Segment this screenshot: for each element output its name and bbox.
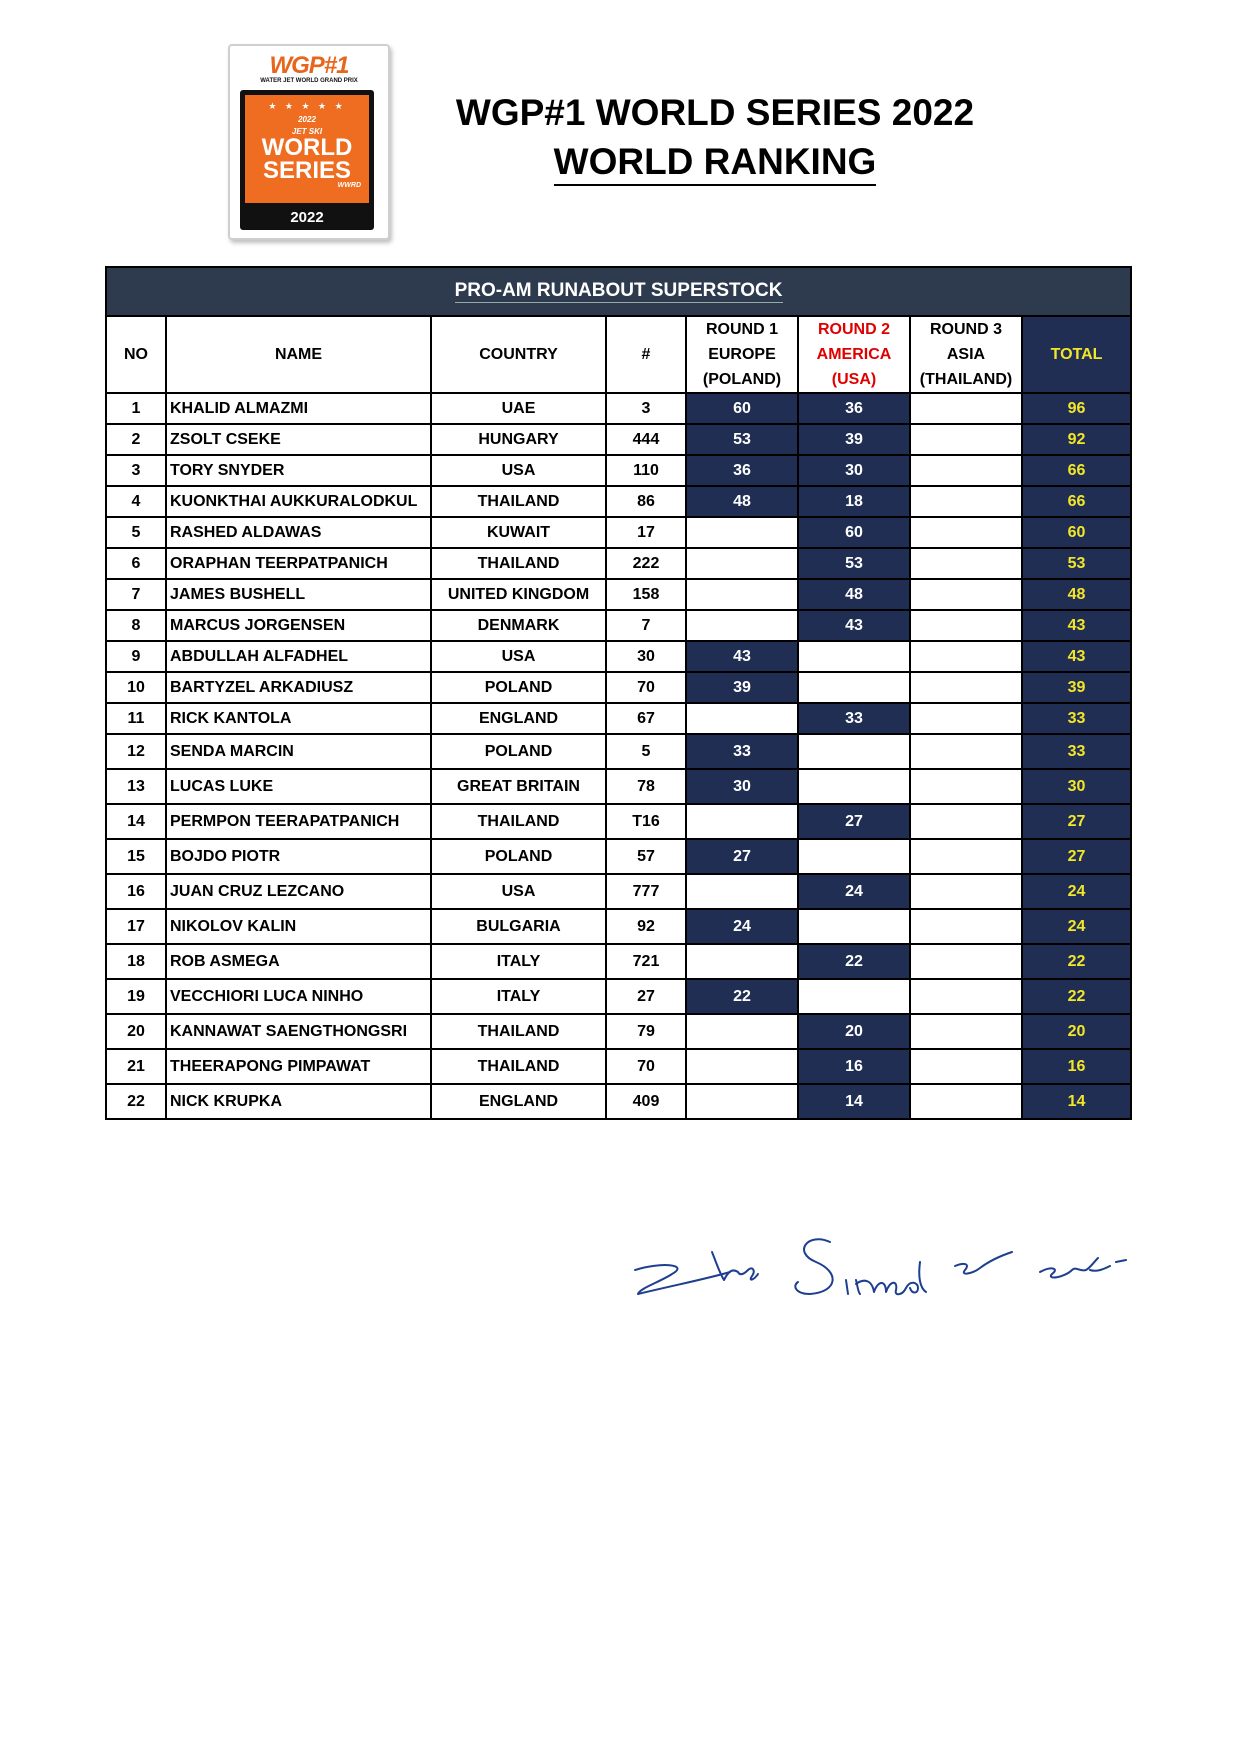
country-cell: THAILAND bbox=[431, 1014, 606, 1049]
round2-points-cell: 18 bbox=[798, 486, 910, 517]
total-points-cell: 33 bbox=[1022, 734, 1131, 769]
total-points-cell: 30 bbox=[1022, 769, 1131, 804]
round2-points-cell bbox=[798, 909, 910, 944]
rank-cell: 7 bbox=[106, 579, 166, 610]
table-row bbox=[106, 874, 1131, 909]
round1-points-cell bbox=[686, 703, 798, 734]
round2-points-cell bbox=[798, 641, 910, 672]
total-points-cell: 20 bbox=[1022, 1014, 1131, 1049]
rider-name-cell: ABDULLAH ALFADHEL bbox=[166, 641, 431, 672]
round3-points-cell bbox=[910, 1084, 1022, 1119]
round2-points-cell bbox=[798, 839, 910, 874]
round3-points-cell bbox=[910, 610, 1022, 641]
logo-brand: WGP#1 bbox=[269, 52, 349, 79]
round3-points-cell bbox=[910, 548, 1022, 579]
round3-points-cell bbox=[910, 517, 1022, 548]
rider-name-cell: BOJDO PIOTR bbox=[166, 839, 431, 874]
category-header bbox=[106, 267, 1131, 316]
logo-stars: ★ ★ ★ ★ ★ bbox=[268, 101, 346, 111]
round1-points-cell: 39 bbox=[686, 672, 798, 703]
rider-name-cell: MARCUS JORGENSEN bbox=[166, 610, 431, 641]
rider-name-cell: NIKOLOV KALIN bbox=[166, 909, 431, 944]
round2-points-cell bbox=[798, 769, 910, 804]
logo-line4: SERIES bbox=[262, 157, 352, 184]
rider-name-cell: ZSOLT CSEKE bbox=[166, 424, 431, 455]
rank-cell: 18 bbox=[106, 944, 166, 979]
total-points-cell: 24 bbox=[1022, 874, 1131, 909]
race-number-cell: 158 bbox=[606, 579, 686, 610]
logo-header bbox=[230, 52, 388, 84]
table-row bbox=[106, 979, 1131, 1014]
round3-points-cell bbox=[910, 672, 1022, 703]
signatures bbox=[620, 1222, 1140, 1312]
round1-points-cell: 33 bbox=[686, 734, 798, 769]
table-row bbox=[106, 909, 1131, 944]
col-round1-line3: (POLAND) bbox=[702, 371, 782, 388]
round2-points-cell: 60 bbox=[798, 517, 910, 548]
rank-cell: 14 bbox=[106, 804, 166, 839]
round2-points-cell: 22 bbox=[798, 944, 910, 979]
table-row bbox=[106, 734, 1131, 769]
rider-name-cell: SENDA MARCIN bbox=[166, 734, 431, 769]
round2-points-cell: 39 bbox=[798, 424, 910, 455]
rank-cell: 3 bbox=[106, 455, 166, 486]
race-number-cell: 444 bbox=[606, 424, 686, 455]
country-cell: THAILAND bbox=[431, 1049, 606, 1084]
title-line-2: WORLD RANKING bbox=[554, 140, 877, 186]
rider-name-cell: JUAN CRUZ LEZCANO bbox=[166, 874, 431, 909]
logo-line2: JET SKI bbox=[291, 127, 323, 136]
col-round2-line1: ROUND 2 bbox=[817, 321, 890, 338]
country-cell: ENGLAND bbox=[431, 703, 606, 734]
race-number-cell: 5 bbox=[606, 734, 686, 769]
total-points-cell: 66 bbox=[1022, 486, 1131, 517]
rank-cell: 1 bbox=[106, 393, 166, 424]
race-number-cell: 27 bbox=[606, 979, 686, 1014]
logo-mark: WWRD bbox=[337, 182, 361, 189]
round3-points-cell bbox=[910, 393, 1022, 424]
round1-points-cell bbox=[686, 548, 798, 579]
round1-points-cell: 36 bbox=[686, 455, 798, 486]
race-number-cell: 70 bbox=[606, 672, 686, 703]
table-row bbox=[106, 517, 1131, 548]
logo-line3: WORLD bbox=[261, 134, 353, 161]
rider-name-cell: KANNAWAT SAENGTHONGSRI bbox=[166, 1014, 431, 1049]
round2-points-cell bbox=[798, 979, 910, 1014]
rider-name-cell: NICK KRUPKA bbox=[166, 1084, 431, 1119]
logo-panel bbox=[240, 90, 374, 230]
round2-points-cell: 36 bbox=[798, 393, 910, 424]
table-row bbox=[106, 944, 1131, 979]
col-round2-line3: (USA) bbox=[831, 371, 877, 388]
round2-points-cell: 53 bbox=[798, 548, 910, 579]
country-cell: UNITED KINGDOM bbox=[431, 579, 606, 610]
table-row bbox=[106, 610, 1131, 641]
round1-points-cell: 43 bbox=[686, 641, 798, 672]
logo-year: 2022 bbox=[290, 209, 324, 226]
country-cell: THAILAND bbox=[431, 486, 606, 517]
round3-points-cell bbox=[910, 455, 1022, 486]
round2-points-cell: 30 bbox=[798, 455, 910, 486]
round1-points-cell: 60 bbox=[686, 393, 798, 424]
country-cell: ENGLAND bbox=[431, 1084, 606, 1119]
round3-points-cell bbox=[910, 703, 1022, 734]
round1-points-cell bbox=[686, 1084, 798, 1119]
round3-points-cell bbox=[910, 874, 1022, 909]
table-row bbox=[106, 1049, 1131, 1084]
round2-points-cell: 16 bbox=[798, 1049, 910, 1084]
race-number-cell: 3 bbox=[606, 393, 686, 424]
country-cell: POLAND bbox=[431, 672, 606, 703]
rider-name-cell: RASHED ALDAWAS bbox=[166, 517, 431, 548]
country-cell: GREAT BRITAIN bbox=[431, 769, 606, 804]
rank-cell: 8 bbox=[106, 610, 166, 641]
total-points-cell: 96 bbox=[1022, 393, 1131, 424]
col-round3 bbox=[910, 316, 1022, 393]
col-total: TOTAL bbox=[1022, 316, 1131, 393]
total-points-cell: 24 bbox=[1022, 909, 1131, 944]
rank-cell: 17 bbox=[106, 909, 166, 944]
race-number-cell: 409 bbox=[606, 1084, 686, 1119]
total-points-cell: 14 bbox=[1022, 1084, 1131, 1119]
total-points-cell: 22 bbox=[1022, 979, 1131, 1014]
rank-cell: 11 bbox=[106, 703, 166, 734]
round3-points-cell bbox=[910, 579, 1022, 610]
table-row bbox=[106, 393, 1131, 424]
round1-points-cell: 27 bbox=[686, 839, 798, 874]
signature-3 bbox=[955, 1252, 1012, 1274]
col-country: COUNTRY bbox=[431, 316, 606, 393]
col-round3-line3: (THAILAND) bbox=[919, 371, 1013, 388]
rider-name-cell: RICK KANTOLA bbox=[166, 703, 431, 734]
country-cell: KUWAIT bbox=[431, 517, 606, 548]
rider-name-cell: KUONKTHAI AUKKURALODKUL bbox=[166, 486, 431, 517]
table-row bbox=[106, 486, 1131, 517]
ranking-table bbox=[105, 266, 1132, 1120]
total-points-cell: 39 bbox=[1022, 672, 1131, 703]
col-round3-line1: ROUND 3 bbox=[929, 321, 1002, 338]
race-number-cell: 70 bbox=[606, 1049, 686, 1084]
col-round2-line2: AMERICA bbox=[816, 346, 892, 363]
column-header-row bbox=[106, 316, 1131, 393]
rank-cell: 13 bbox=[106, 769, 166, 804]
rank-cell: 15 bbox=[106, 839, 166, 874]
signature-1 bbox=[635, 1252, 758, 1294]
rank-cell: 6 bbox=[106, 548, 166, 579]
rider-name-cell: LUCAS LUKE bbox=[166, 769, 431, 804]
round2-points-cell: 20 bbox=[798, 1014, 910, 1049]
total-points-cell: 60 bbox=[1022, 517, 1131, 548]
rank-cell: 12 bbox=[106, 734, 166, 769]
race-number-cell: 30 bbox=[606, 641, 686, 672]
rider-name-cell: THEERAPONG PIMPAWAT bbox=[166, 1049, 431, 1084]
round3-points-cell bbox=[910, 839, 1022, 874]
country-cell: BULGARIA bbox=[431, 909, 606, 944]
rank-cell: 19 bbox=[106, 979, 166, 1014]
table-row bbox=[106, 548, 1131, 579]
race-number-cell: 17 bbox=[606, 517, 686, 548]
country-cell: DENMARK bbox=[431, 610, 606, 641]
race-number-cell: 78 bbox=[606, 769, 686, 804]
rider-name-cell: KHALID ALMAZMI bbox=[166, 393, 431, 424]
table-row bbox=[106, 455, 1131, 486]
rider-name-cell: VECCHIORI LUCA NINHO bbox=[166, 979, 431, 1014]
country-cell: ITALY bbox=[431, 944, 606, 979]
total-points-cell: 16 bbox=[1022, 1049, 1131, 1084]
rank-cell: 20 bbox=[106, 1014, 166, 1049]
round1-points-cell: 24 bbox=[686, 909, 798, 944]
rank-cell: 9 bbox=[106, 641, 166, 672]
country-cell: USA bbox=[431, 641, 606, 672]
round2-points-cell: 48 bbox=[798, 579, 910, 610]
round3-points-cell bbox=[910, 909, 1022, 944]
total-points-cell: 33 bbox=[1022, 703, 1131, 734]
round3-points-cell bbox=[910, 734, 1022, 769]
col-round1-line1: ROUND 1 bbox=[705, 321, 778, 338]
ranking-rows bbox=[106, 393, 1131, 1119]
race-number-cell: 86 bbox=[606, 486, 686, 517]
country-cell: USA bbox=[431, 455, 606, 486]
round2-points-cell: 33 bbox=[798, 703, 910, 734]
rank-cell: 10 bbox=[106, 672, 166, 703]
round1-points-cell bbox=[686, 610, 798, 641]
round1-points-cell: 22 bbox=[686, 979, 798, 1014]
logo-line1: 2022 bbox=[298, 115, 316, 124]
col-round2 bbox=[798, 316, 910, 393]
round1-points-cell bbox=[686, 804, 798, 839]
table-row bbox=[106, 769, 1131, 804]
country-cell: ITALY bbox=[431, 979, 606, 1014]
round2-points-cell: 43 bbox=[798, 610, 910, 641]
race-number-cell: 777 bbox=[606, 874, 686, 909]
country-cell: POLAND bbox=[431, 734, 606, 769]
rank-cell: 22 bbox=[106, 1084, 166, 1119]
round1-points-cell: 53 bbox=[686, 424, 798, 455]
round3-points-cell bbox=[910, 804, 1022, 839]
table-row bbox=[106, 804, 1131, 839]
round3-points-cell bbox=[910, 486, 1022, 517]
total-points-cell: 53 bbox=[1022, 548, 1131, 579]
round1-points-cell bbox=[686, 517, 798, 548]
round2-points-cell: 27 bbox=[798, 804, 910, 839]
category-row bbox=[106, 267, 1131, 316]
col-round1 bbox=[686, 316, 798, 393]
rider-name-cell: ORAPHAN TEERPATPANICH bbox=[166, 548, 431, 579]
table-row bbox=[106, 641, 1131, 672]
table-row bbox=[106, 672, 1131, 703]
rider-name-cell: ROB ASMEGA bbox=[166, 944, 431, 979]
round1-points-cell: 30 bbox=[686, 769, 798, 804]
race-number-cell: 110 bbox=[606, 455, 686, 486]
signature-2 bbox=[795, 1239, 926, 1294]
page-title bbox=[360, 88, 1070, 186]
round3-points-cell bbox=[910, 769, 1022, 804]
country-cell: POLAND bbox=[431, 839, 606, 874]
race-number-cell: 721 bbox=[606, 944, 686, 979]
table-row bbox=[106, 424, 1131, 455]
round3-points-cell bbox=[910, 979, 1022, 1014]
round1-points-cell bbox=[686, 1049, 798, 1084]
race-number-cell: 67 bbox=[606, 703, 686, 734]
table-row bbox=[106, 1084, 1131, 1119]
country-cell: THAILAND bbox=[431, 548, 606, 579]
table-row bbox=[106, 1014, 1131, 1049]
round3-points-cell bbox=[910, 944, 1022, 979]
round1-points-cell bbox=[686, 944, 798, 979]
col-number: # bbox=[606, 316, 686, 393]
rider-name-cell: BARTYZEL ARKADIUSZ bbox=[166, 672, 431, 703]
total-points-cell: 27 bbox=[1022, 804, 1131, 839]
race-number-cell: T16 bbox=[606, 804, 686, 839]
race-number-cell: 92 bbox=[606, 909, 686, 944]
country-cell: UAE bbox=[431, 393, 606, 424]
rank-cell: 2 bbox=[106, 424, 166, 455]
round1-points-cell: 48 bbox=[686, 486, 798, 517]
round2-points-cell: 14 bbox=[798, 1084, 910, 1119]
logo-badge bbox=[245, 95, 369, 203]
total-points-cell: 22 bbox=[1022, 944, 1131, 979]
table-row bbox=[106, 703, 1131, 734]
rank-cell: 4 bbox=[106, 486, 166, 517]
title-line-1: WGP#1 WORLD SERIES 2022 bbox=[455, 92, 975, 133]
total-points-cell: 27 bbox=[1022, 839, 1131, 874]
total-points-cell: 66 bbox=[1022, 455, 1131, 486]
table-row bbox=[106, 579, 1131, 610]
country-cell: HUNGARY bbox=[431, 424, 606, 455]
rider-name-cell: JAMES BUSHELL bbox=[166, 579, 431, 610]
country-cell: THAILAND bbox=[431, 804, 606, 839]
round1-points-cell bbox=[686, 579, 798, 610]
country-cell: USA bbox=[431, 874, 606, 909]
round3-points-cell bbox=[910, 641, 1022, 672]
race-number-cell: 7 bbox=[606, 610, 686, 641]
rank-cell: 21 bbox=[106, 1049, 166, 1084]
rank-cell: 16 bbox=[106, 874, 166, 909]
rank-cell: 5 bbox=[106, 517, 166, 548]
round2-points-cell: 24 bbox=[798, 874, 910, 909]
round3-points-cell bbox=[910, 424, 1022, 455]
total-points-cell: 48 bbox=[1022, 579, 1131, 610]
col-name: NAME bbox=[166, 316, 431, 393]
total-points-cell: 43 bbox=[1022, 610, 1131, 641]
col-no: NO bbox=[106, 316, 166, 393]
total-points-cell: 92 bbox=[1022, 424, 1131, 455]
logo-subtitle: WATER JET WORLD GRAND PRIX bbox=[260, 78, 358, 84]
signature-4 bbox=[1040, 1258, 1126, 1277]
category-title: PRO-AM RUNABOUT SUPERSTOCK bbox=[454, 280, 783, 301]
race-number-cell: 79 bbox=[606, 1014, 686, 1049]
rider-name-cell: PERMPON TEERAPATPANICH bbox=[166, 804, 431, 839]
round3-points-cell bbox=[910, 1014, 1022, 1049]
round2-points-cell bbox=[798, 672, 910, 703]
table-row bbox=[106, 839, 1131, 874]
col-round3-line2: ASIA bbox=[946, 346, 986, 363]
rider-name-cell: TORY SNYDER bbox=[166, 455, 431, 486]
round2-points-cell bbox=[798, 734, 910, 769]
race-number-cell: 222 bbox=[606, 548, 686, 579]
total-points-cell: 43 bbox=[1022, 641, 1131, 672]
round3-points-cell bbox=[910, 1049, 1022, 1084]
col-round1-line2: EUROPE bbox=[708, 346, 776, 363]
race-number-cell: 57 bbox=[606, 839, 686, 874]
round1-points-cell bbox=[686, 1014, 798, 1049]
round1-points-cell bbox=[686, 874, 798, 909]
